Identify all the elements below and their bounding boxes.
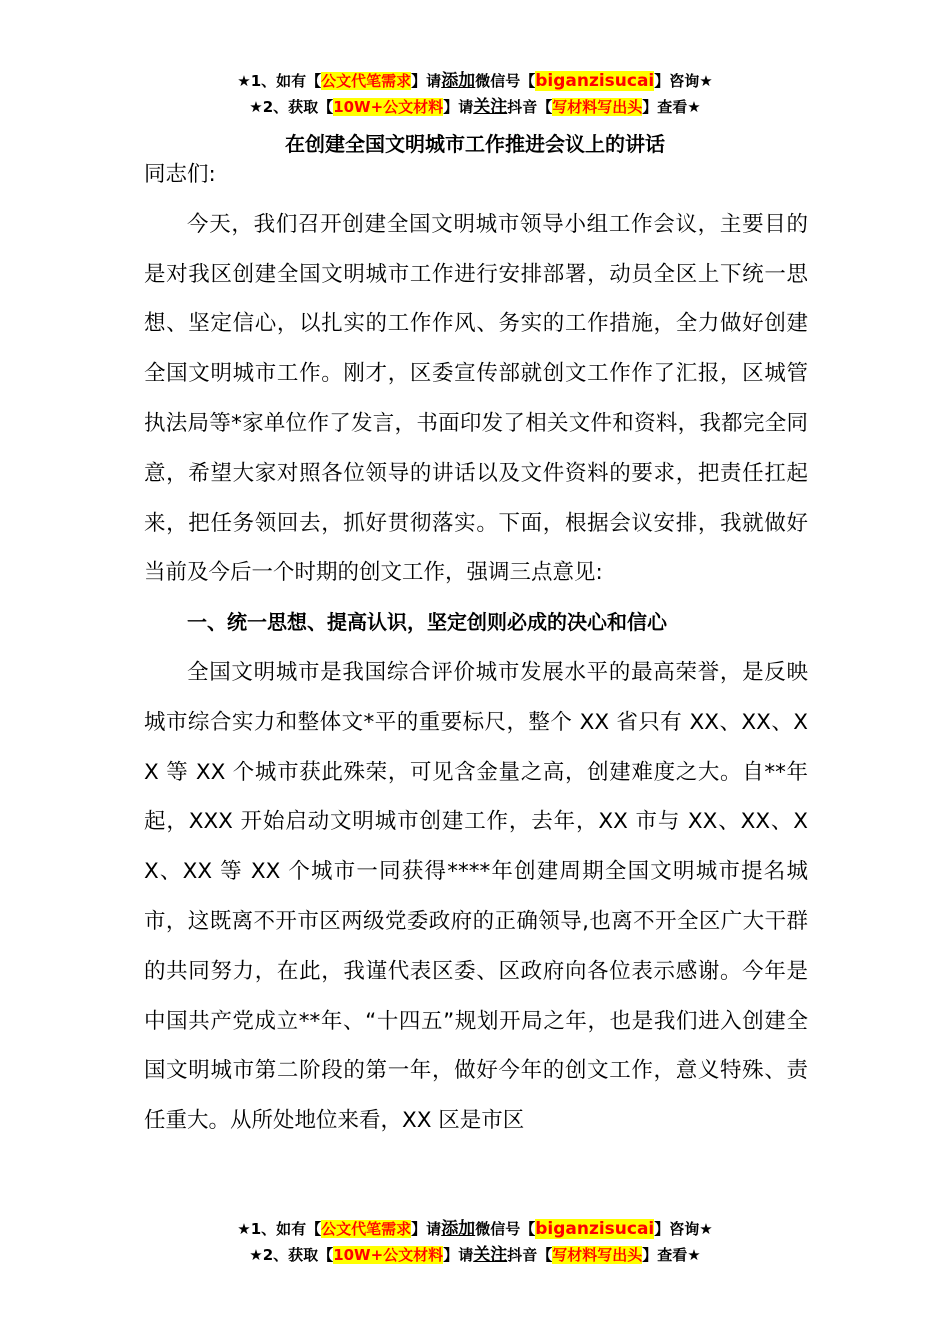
banner-highlight: biganzisucai [535, 1219, 655, 1239]
banner-underline: 关注 [473, 1245, 508, 1265]
banner-line-1 [0, 1216, 950, 1242]
banner-text: ★2、获取【 [249, 98, 334, 116]
banner-text: 抖音【 [507, 98, 553, 116]
banner-line-2 [0, 94, 950, 120]
banner-highlight: 写材料写出头 [552, 98, 643, 116]
banner-text: 】查看★ [642, 98, 701, 116]
banner-text: 】请 [443, 1246, 474, 1264]
banner-text: ★1、如有【 [237, 1220, 322, 1238]
banner-highlight: 写材料写出头 [552, 1246, 643, 1264]
banner-text: 】咨询★ [654, 1220, 713, 1238]
banner-underline: 添加 [441, 1219, 476, 1239]
document-body [144, 150, 808, 1146]
paragraph: 全国文明城市是我国综合评价城市发展水平的最高荣誉，是反映城市综合实力和整体文*平的重要标尺，整个 XX 省只有 XX、XX、XX 等 XX 个城市获此殊荣，可见含金量之高，创建难度之大。自**年起，XXX 开始启动文明城市创建工作，去年，XX 市与 XX、XX、XX、XX 等 XX 个城市一同获得****年创建周期全国文明城市提名城市，这既离不开市区两级党委政府的正确领导,也离不开全区广大干群的共同努力，在此，我谨代表区委、区政府向各位表示感谢。今年是中国共产党成立**年、“十四五”规划开局之年，也是我们进入创建全国文明城市第二阶段的第一年，做好今年的创文工作，意义特殊、责任重大。从所处地位来看，XX 区是市区 [144, 659, 808, 1134]
footer-banner [0, 1216, 950, 1268]
banner-highlight: 10W+公文材料 [333, 98, 444, 116]
banner-text: 微信号【 [475, 1220, 536, 1238]
salutation: 同志们: [144, 162, 216, 187]
banner-highlight: 公文代笔需求 [321, 72, 412, 90]
banner-text: 】请 [443, 98, 474, 116]
banner-line-2 [0, 1242, 950, 1268]
banner-text: 】查看★ [642, 1246, 701, 1264]
banner-text: 】请 [411, 72, 442, 90]
banner-text: ★1、如有【 [237, 72, 322, 90]
document-title: 在创建全国文明城市工作推进会议上的讲话 [285, 132, 665, 156]
banner-text: 微信号【 [475, 72, 536, 90]
banner-text: 抖音【 [507, 1246, 553, 1264]
banner-highlight: biganzisucai [535, 71, 655, 91]
banner-highlight: 10W+公文材料 [333, 1246, 444, 1264]
banner-text: 】咨询★ [654, 72, 713, 90]
paragraph: 今天，我们召开创建全国文明城市领导小组工作会议，主要目的是对我区创建全国文明城市工作进行安排部署，动员全区上下统一思想、坚定信心，以扎实的工作作风、务实的工作措施，全力做好创建全国文明城市工作。刚才，区委宣传部就创文工作作了汇报，区城管执法局等*家单位作了发言，书面印发了相关文件和资料，我都完全同意，希望大家对照各位领导的讲话以及文件资料的要求，把责任扛起来，把任务领回去，抓好贯彻落实。下面，根据会议安排，我就做好当前及今后一个时期的创文工作，强调三点意见: [144, 211, 808, 586]
banner-text: 】请 [411, 1220, 442, 1238]
banner-highlight: 公文代笔需求 [321, 1220, 412, 1238]
banner-underline: 关注 [473, 97, 508, 117]
banner-underline: 添加 [441, 71, 476, 91]
banner-line-1 [0, 68, 950, 94]
banner-text: ★2、获取【 [249, 1246, 334, 1264]
header-banner [0, 68, 950, 120]
section-heading: 一、统一思想、提高认识，坚定创则必成的决心和信心 [187, 610, 667, 635]
